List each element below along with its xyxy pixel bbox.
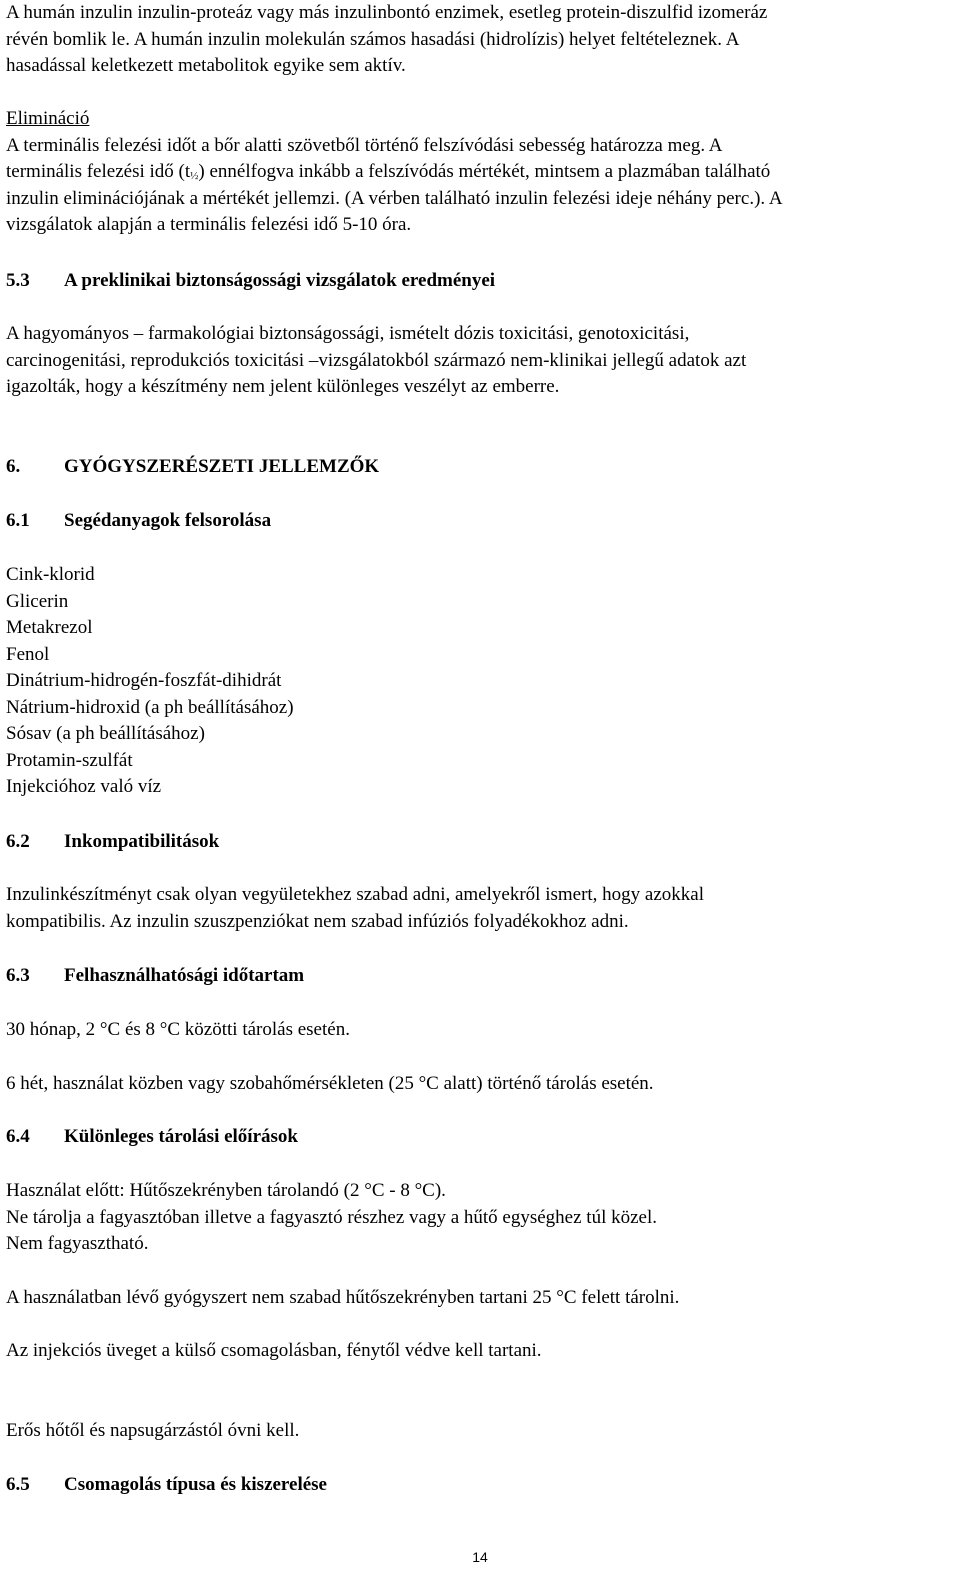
- list-item: Glicerin: [6, 590, 69, 612]
- storage-before-use: [6, 1178, 657, 1258]
- section-6: [6, 454, 379, 481]
- text-line: Használat előtt: Hűtőszekrényben tárolandó (2 °C - 8 °C).: [6, 1180, 446, 1201]
- text-line: inzulin eliminációjának a mértékét jellemzi. (A vérben található inzulin felezési ideje néhány perc.). A: [6, 187, 783, 209]
- list-item: Fenol: [6, 643, 50, 665]
- text-line: Ne tárolja a fagyasztóban illetve a fagyasztó részhez vagy a hűtő egységhez túl közel.: [6, 1206, 657, 1228]
- chapter-heading: [6, 454, 379, 481]
- excipient-list: [6, 562, 294, 801]
- section-5-3-body: [6, 321, 746, 401]
- storage-light: Az injekciós üveget a külső csomagolásban, fénytől védve kell tartani.: [6, 1340, 542, 1361]
- section-heading: [6, 268, 495, 295]
- section-heading: [6, 1124, 298, 1151]
- text-line: carcinogenitási, reprodukciós toxicitási –vizsgálatokból származó nem-klinikai jellegű adatok azt: [6, 349, 747, 371]
- text-line: révén bomlik le. A humán inzulin molekulán számos hasadási (hidrolízis) helyet feltételeznek. A: [6, 28, 740, 50]
- text-line: Nem fagyasztható.: [6, 1233, 149, 1254]
- section-number: 6.4: [6, 1126, 30, 1147]
- text-fragment: terminális felezési idő (t: [6, 161, 191, 182]
- section-6-2: [6, 829, 219, 856]
- section-6-3: [6, 963, 304, 990]
- elimination-section: [6, 106, 783, 239]
- text-line: igazolták, hogy a készítmény nem jelent különleges veszélyt az emberre.: [6, 376, 560, 397]
- section-heading: [6, 1472, 327, 1499]
- section-title: Inkompatibilitások: [64, 831, 220, 852]
- list-item: Dinátrium-hidrogén-foszfát-dihidrát: [6, 670, 282, 691]
- storage-heat: Erős hőtől és napsugárzástól óvni kell.: [6, 1420, 300, 1441]
- section-number: 5.3: [6, 270, 30, 291]
- section-number: 6.2: [6, 831, 30, 852]
- text-line: [6, 159, 783, 186]
- text-line: A hagyományos – farmakológiai biztonságossági, ismételt dózis toxicitási, genotoxicitási,: [6, 323, 690, 344]
- section-6-4: [6, 1124, 298, 1151]
- text-fragment: ) ennélfogva inkább a felszívódás mértékét, mintsem a plazmában található: [198, 161, 771, 182]
- text-line: Inzulinkészítményt csak olyan vegyületekhez szabad adni, amelyekről ismert, hogy azokkal: [6, 884, 705, 905]
- section-5-3: [6, 268, 495, 295]
- section-title: A preklinikai biztonságossági vizsgálatok eredményei: [64, 270, 496, 291]
- section-title: Segédanyagok felsorolása: [64, 510, 272, 531]
- list-item: Cink-klorid: [6, 564, 95, 585]
- half-subscript: ½: [190, 170, 199, 182]
- elimination-heading: Elimináció: [6, 108, 90, 129]
- section-number: 6.5: [6, 1474, 30, 1495]
- list-item: Metakrezol: [6, 617, 93, 638]
- text-line: hasadással keletkezett metabolitok egyike sem aktív.: [6, 55, 406, 76]
- section-number: 6.1: [6, 510, 30, 531]
- section-6-1: [6, 508, 271, 535]
- section-6-2-body: [6, 882, 704, 935]
- list-item: Injekcióhoz való víz: [6, 776, 162, 797]
- section-number: 6.: [6, 456, 21, 477]
- text-line: A terminális felezési időt a bőr alatti szövetből történő felszívódási sebesség határozza meg. A: [6, 134, 723, 156]
- text-line: kompatibilis. Az inzulin szuszpenziókat nem szabad infúziós folyadékokhoz adni.: [6, 910, 629, 932]
- section-heading: [6, 829, 219, 856]
- section-number: 6.3: [6, 965, 30, 986]
- page-number: 14: [472, 1549, 488, 1565]
- shelf-life-in-use: 6 hét, használat közben vagy szobahőmérsékleten (25 °C alatt) történő tárolás esetén.: [6, 1073, 654, 1094]
- section-title: GYÓGYSZERÉSZETI JELLEMZŐK: [64, 456, 380, 477]
- section-title: Különleges tárolási előírások: [64, 1126, 298, 1147]
- section-6-5: [6, 1472, 327, 1499]
- text-line: A humán inzulin inzulin-proteáz vagy más inzulinbontó enzimek, esetleg protein-diszulfid izomeráz: [6, 2, 768, 23]
- storage-in-use: A használatban lévő gyógyszert nem szabad hűtőszekrényben tartani 25 °C felett tárolni.: [6, 1287, 680, 1308]
- section-title: Felhasználhatósági időtartam: [64, 965, 305, 986]
- list-item: Protamin-szulfát: [6, 749, 133, 771]
- list-item: Nátrium-hidroxid (a ph beállításához): [6, 696, 294, 718]
- intro-paragraph: [6, 0, 767, 80]
- list-item: Sósav (a ph beállításához): [6, 723, 205, 744]
- shelf-life-closed: 30 hónap, 2 °C és 8 °C közötti tárolás esetén.: [6, 1019, 350, 1040]
- text-line: vizsgálatok alapján a terminális felezési idő 5-10 óra.: [6, 214, 412, 235]
- section-heading: [6, 508, 271, 535]
- section-heading: [6, 963, 304, 990]
- section-title: Csomagolás típusa és kiszerelése: [64, 1474, 327, 1495]
